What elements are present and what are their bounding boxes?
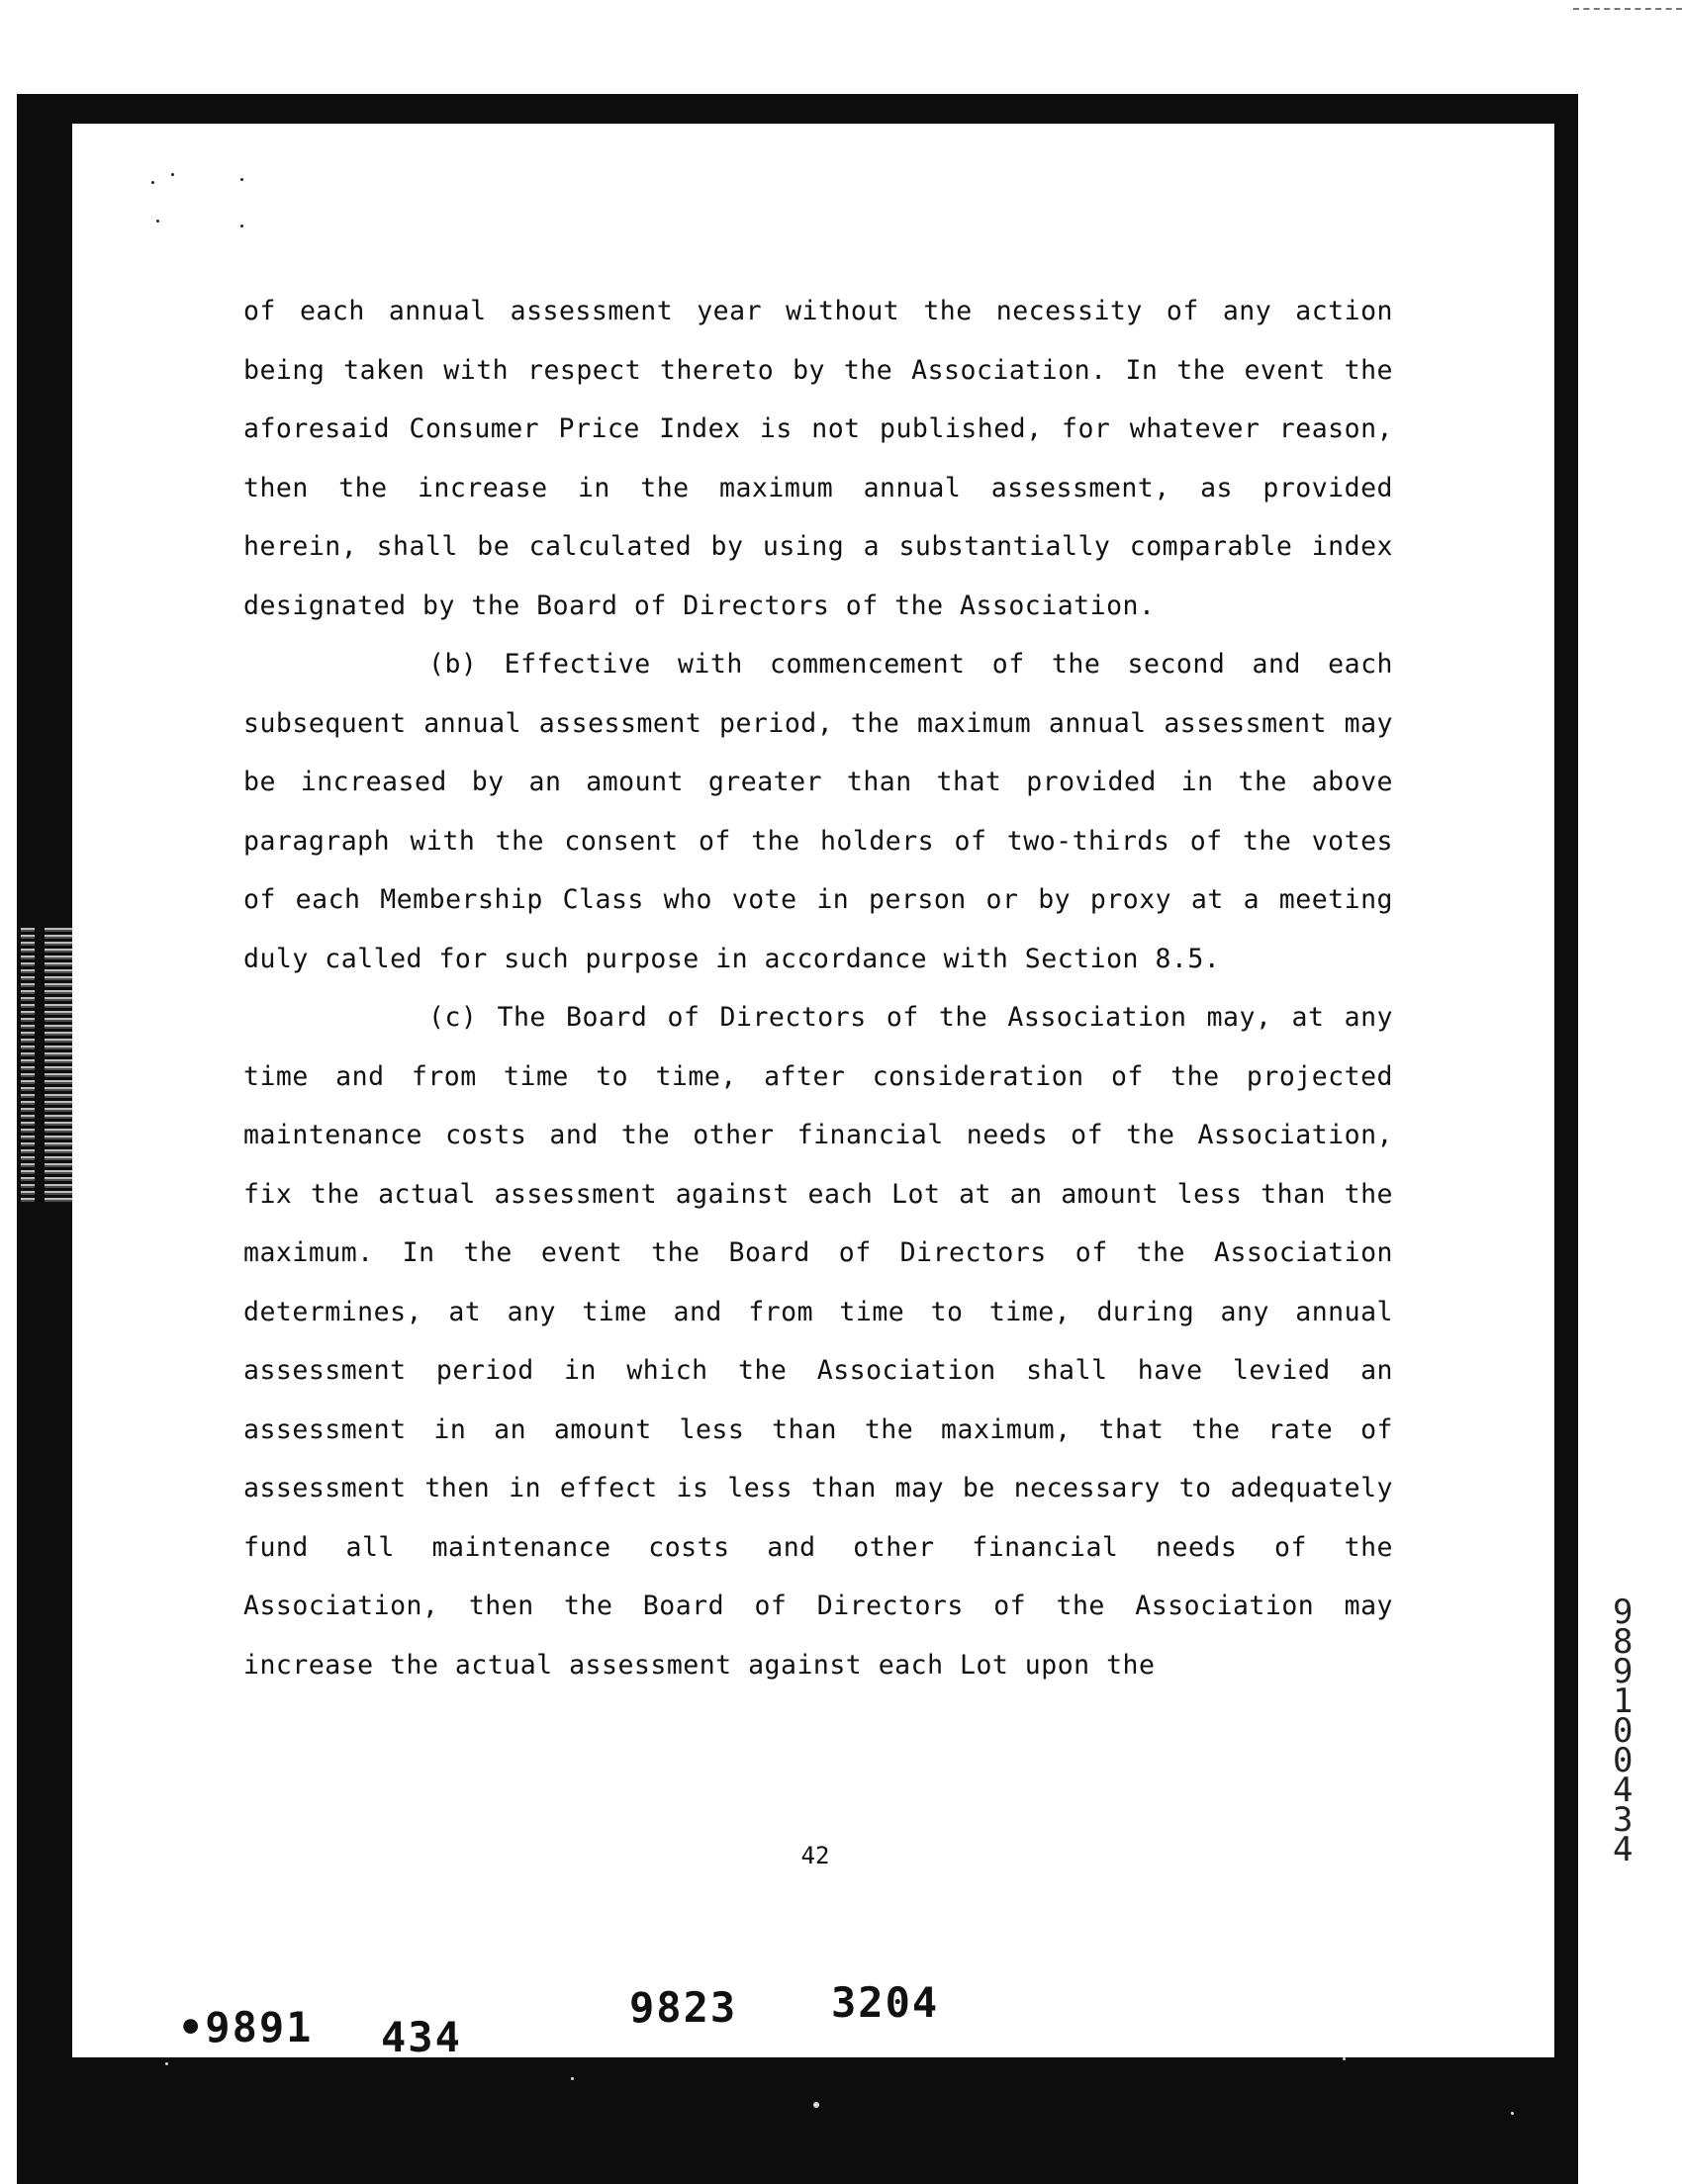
scan-speck	[165, 2062, 168, 2065]
scan-speck	[156, 220, 159, 223]
scan-edge-barcode	[21, 925, 76, 1202]
scan-speck	[813, 2102, 819, 2108]
paragraph-continuation: of each annual assessment year without the necessity of any action being taken with respect thereto by the Association. In the event the aforesaid Consumer Price Index is not published, for whatever reason, then the increase in the maximum annual assessment, as provided herein, shall be calculated by using a substantially comparable index designated by the Board of Directors of the Association.	[243, 296, 1393, 621]
page-number: 42	[800, 1842, 830, 1869]
document-body	[243, 282, 1393, 1694]
scan-speck	[571, 2077, 574, 2080]
scan-speck	[240, 178, 243, 181]
scan-speck	[171, 173, 174, 176]
paragraph-c: (c) The Board of Directors of the Association may, at any time and from time to time, after consideration of the projected maintenance costs and the other financial needs of the Association, fix the actual assessment against each Lot at an amount less than the maximum. In the event the Board of Directors of the Association determines, at any time and from time to time, during any annual assessment period in which the Association shall have levied an assessment in an amount less than the maximum, that the rate of assessment then in effect is less than may be necessary to adequately fund all maintenance costs and other financial needs of the Association, then the Board of Directors of the Association may increase the actual assessment against each Lot upon the	[243, 1002, 1393, 1681]
recording-page-number-2: 3204	[831, 1978, 940, 2027]
top-margin	[0, 0, 1682, 94]
side-recording-stamp: 9891 00434	[1613, 1592, 1634, 1869]
scan-speck	[151, 181, 154, 184]
scan-speck	[1511, 2112, 1514, 2115]
scan-speck	[240, 225, 243, 228]
recording-page-number: 434	[381, 2013, 462, 2061]
recording-book-number-2: 9823	[629, 1983, 738, 2032]
paragraph-b: (b) Effective with commencement of the second and each subsequent annual assessment period, the maximum annual assessment may be increased by an amount greater than that provided in the above paragraph with the consent of the holders of two-thirds of the votes of each Membership Class who vote in person or by proxy at a meeting duly called for such purpose in accordance with Section 8.5.	[243, 649, 1393, 974]
scan-edge-marks	[1573, 8, 1682, 12]
recording-book-number: •9891	[178, 2003, 314, 2051]
scan-speck	[1343, 2057, 1346, 2060]
